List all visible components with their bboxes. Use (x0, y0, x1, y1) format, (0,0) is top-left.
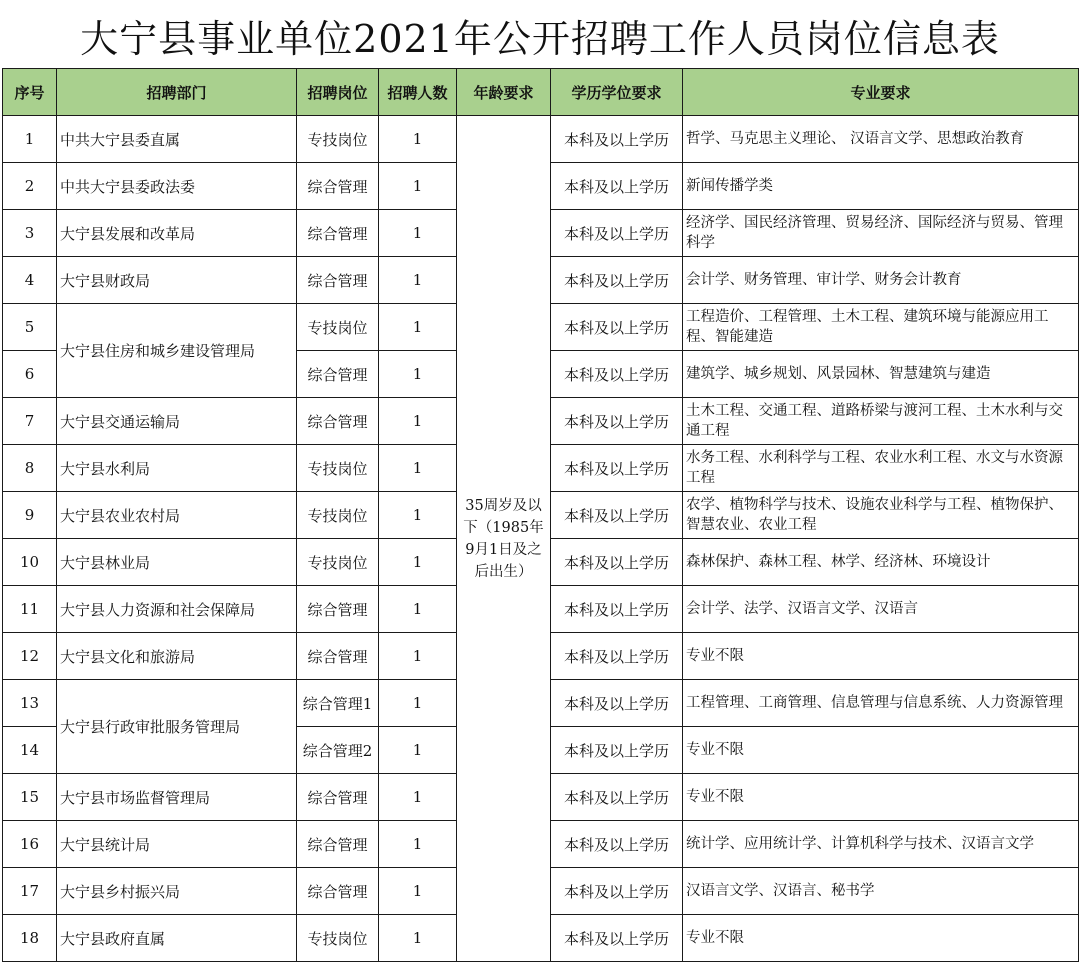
header-position: 招聘岗位 (297, 69, 379, 116)
row-major: 建筑学、城乡规划、风景园林、智慧建筑与建造 (683, 351, 1079, 398)
row-education: 本科及以上学历 (551, 116, 683, 163)
row-major: 森林保护、森林工程、林学、经济林、环境设计 (683, 539, 1079, 586)
row-count: 1 (379, 868, 457, 915)
row-education: 本科及以上学历 (551, 492, 683, 539)
row-count: 1 (379, 633, 457, 680)
row-major: 专业不限 (683, 774, 1079, 821)
header-department: 招聘部门 (57, 69, 297, 116)
row-department: 大宁县人力资源和社会保障局 (57, 586, 297, 633)
row-department: 大宁县水利局 (57, 445, 297, 492)
row-major: 土木工程、交通工程、道路桥梁与渡河工程、土木水利与交通工程 (683, 398, 1079, 445)
row-position: 专技岗位 (297, 116, 379, 163)
row-position: 综合管理 (297, 210, 379, 257)
row-index: 6 (3, 351, 57, 398)
age-requirement: 35周岁及以下（1985年9月1日及之后出生） (457, 116, 551, 962)
row-count: 1 (379, 680, 457, 727)
row-education: 本科及以上学历 (551, 727, 683, 774)
row-count: 1 (379, 445, 457, 492)
header-row (3, 69, 1079, 116)
row-department: 大宁县行政审批服务管理局 (57, 680, 297, 774)
row-position: 专技岗位 (297, 304, 379, 351)
row-index: 5 (3, 304, 57, 351)
row-index: 4 (3, 257, 57, 304)
row-index: 12 (3, 633, 57, 680)
page-title: 大宁县事业单位2021年公开招聘工作人员岗位信息表 (80, 17, 1000, 61)
row-department: 大宁县交通运输局 (57, 398, 297, 445)
row-index: 15 (3, 774, 57, 821)
row-count: 1 (379, 116, 457, 163)
row-position: 专技岗位 (297, 539, 379, 586)
row-position: 综合管理2 (297, 727, 379, 774)
row-department: 中共大宁县委直属 (57, 116, 297, 163)
row-index: 1 (3, 116, 57, 163)
row-major: 工程造价、工程管理、土木工程、建筑环境与能源应用工程、智能建造 (683, 304, 1079, 351)
row-count: 1 (379, 163, 457, 210)
row-department: 大宁县乡村振兴局 (57, 868, 297, 915)
row-education: 本科及以上学历 (551, 398, 683, 445)
row-position: 综合管理 (297, 257, 379, 304)
row-major: 会计学、法学、汉语言文学、汉语言 (683, 586, 1079, 633)
header-major: 专业要求 (683, 69, 1079, 116)
row-education: 本科及以上学历 (551, 445, 683, 492)
row-major: 经济学、国民经济管理、贸易经济、国际经济与贸易、管理科学 (683, 210, 1079, 257)
row-major: 专业不限 (683, 633, 1079, 680)
row-count: 1 (379, 351, 457, 398)
row-index: 9 (3, 492, 57, 539)
row-index: 18 (3, 915, 57, 962)
row-education: 本科及以上学历 (551, 351, 683, 398)
header-age: 年龄要求 (457, 69, 551, 116)
header-education: 学历学位要求 (551, 69, 683, 116)
row-index: 7 (3, 398, 57, 445)
row-index: 10 (3, 539, 57, 586)
row-position: 综合管理 (297, 821, 379, 868)
row-count: 1 (379, 210, 457, 257)
row-education: 本科及以上学历 (551, 257, 683, 304)
row-count: 1 (379, 492, 457, 539)
row-count: 1 (379, 398, 457, 445)
row-education: 本科及以上学历 (551, 210, 683, 257)
row-education: 本科及以上学历 (551, 539, 683, 586)
row-position: 专技岗位 (297, 445, 379, 492)
row-position: 综合管理 (297, 633, 379, 680)
row-major: 哲学、马克思主义理论、 汉语言文学、思想政治教育 (683, 116, 1079, 163)
row-position: 综合管理 (297, 398, 379, 445)
row-count: 1 (379, 586, 457, 633)
row-index: 13 (3, 680, 57, 727)
header-index: 序号 (3, 69, 57, 116)
recruitment-table (2, 68, 1079, 962)
row-position: 综合管理 (297, 163, 379, 210)
row-major: 水务工程、水利科学与工程、农业水利工程、水文与水资源工程 (683, 445, 1079, 492)
row-department: 大宁县农业农村局 (57, 492, 297, 539)
header-count: 招聘人数 (379, 69, 457, 116)
row-education: 本科及以上学历 (551, 304, 683, 351)
row-education: 本科及以上学历 (551, 915, 683, 962)
row-education: 本科及以上学历 (551, 774, 683, 821)
row-department: 大宁县政府直属 (57, 915, 297, 962)
row-major: 工程管理、工商管理、信息管理与信息系统、人力资源管理 (683, 680, 1079, 727)
table-row (3, 116, 1079, 163)
row-department: 大宁县林业局 (57, 539, 297, 586)
row-department: 大宁县住房和城乡建设管理局 (57, 304, 297, 398)
row-index: 16 (3, 821, 57, 868)
row-position: 专技岗位 (297, 492, 379, 539)
row-count: 1 (379, 821, 457, 868)
row-count: 1 (379, 304, 457, 351)
row-index: 8 (3, 445, 57, 492)
row-department: 大宁县市场监督管理局 (57, 774, 297, 821)
row-position: 综合管理1 (297, 680, 379, 727)
row-department: 大宁县文化和旅游局 (57, 633, 297, 680)
row-department: 中共大宁县委政法委 (57, 163, 297, 210)
row-count: 1 (379, 257, 457, 304)
row-position: 综合管理 (297, 774, 379, 821)
row-major: 会计学、财务管理、审计学、财务会计教育 (683, 257, 1079, 304)
row-index: 14 (3, 727, 57, 774)
row-department: 大宁县发展和改革局 (57, 210, 297, 257)
row-major: 专业不限 (683, 727, 1079, 774)
row-index: 2 (3, 163, 57, 210)
row-position: 综合管理 (297, 351, 379, 398)
row-education: 本科及以上学历 (551, 586, 683, 633)
row-position: 专技岗位 (297, 915, 379, 962)
row-major: 统计学、应用统计学、计算机科学与技术、汉语言文学 (683, 821, 1079, 868)
row-index: 3 (3, 210, 57, 257)
row-department: 大宁县财政局 (57, 257, 297, 304)
row-index: 17 (3, 868, 57, 915)
row-count: 1 (379, 915, 457, 962)
row-department: 大宁县统计局 (57, 821, 297, 868)
row-major: 汉语言文学、汉语言、秘书学 (683, 868, 1079, 915)
row-position: 综合管理 (297, 868, 379, 915)
row-education: 本科及以上学历 (551, 163, 683, 210)
row-education: 本科及以上学历 (551, 868, 683, 915)
row-count: 1 (379, 727, 457, 774)
row-count: 1 (379, 539, 457, 586)
row-education: 本科及以上学历 (551, 680, 683, 727)
row-education: 本科及以上学历 (551, 821, 683, 868)
row-count: 1 (379, 774, 457, 821)
row-major: 新闻传播学类 (683, 163, 1079, 210)
row-index: 11 (3, 586, 57, 633)
row-education: 本科及以上学历 (551, 633, 683, 680)
row-major: 农学、植物科学与技术、设施农业科学与工程、植物保护、智慧农业、农业工程 (683, 492, 1079, 539)
row-position: 综合管理 (297, 586, 379, 633)
row-major: 专业不限 (683, 915, 1079, 962)
